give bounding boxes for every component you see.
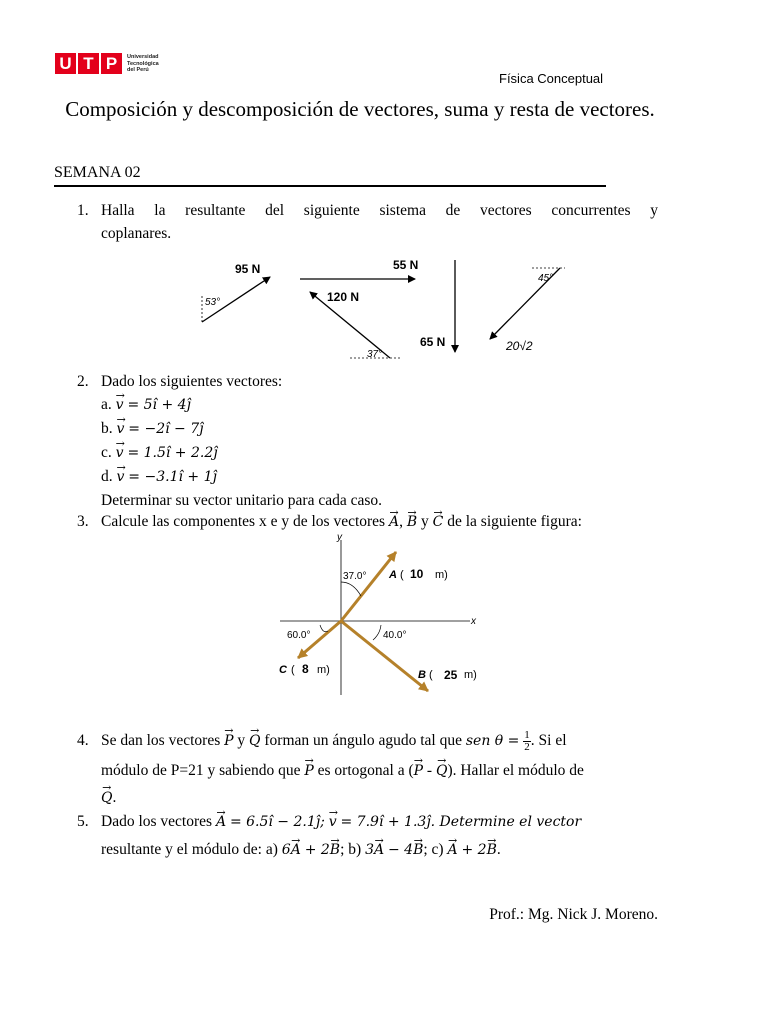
angle-b-arc [373, 625, 381, 640]
vector-system-figure [190, 255, 580, 367]
svg-text:m): m) [435, 569, 448, 581]
vector-a-label: A [389, 569, 397, 581]
vector-120n-angle: 37° [367, 349, 383, 360]
vector-components-figure [265, 530, 495, 698]
question-4-line2: módulo de P=21 y sabiendo que → P es ortogonal a (→ P - → Q). Hallar el módulo de [101, 756, 661, 786]
question-2 [77, 370, 658, 512]
question-2-closing: Determinar su vector unitario para cada caso. [101, 492, 383, 509]
angle-c-arc [320, 625, 328, 632]
title-rule [54, 185, 606, 187]
logo-letter-t: T [78, 53, 99, 74]
vector-20root2-angle: 45° [538, 273, 554, 284]
question-5-line2: resultante y el módulo de: a) 6→ A + 2→ B; b) 3→ A − 4→ B; c) → A + 2→ B. [101, 836, 661, 864]
question-number: 4. [77, 732, 89, 749]
vector-a-magnitude: 10 [410, 567, 424, 581]
vector-a-symbol: → A [389, 511, 399, 534]
vector-b-label: B [418, 669, 426, 681]
vector-c-magnitude: 8 [302, 662, 309, 676]
logo-university-name: Universidad Tecnológica del Perú [127, 54, 159, 73]
svg-text:m): m) [464, 669, 477, 681]
question-1 [77, 199, 658, 245]
vector-120n-label: 120 N [327, 290, 360, 304]
question-5 [77, 808, 661, 864]
question-2-item-d: d. → v = −3.1î + 1ĵ [101, 465, 658, 489]
angle-c-label: 60.0° [287, 630, 311, 641]
vector-55n-label: 55 N [393, 258, 419, 272]
question-number: 3. [77, 513, 89, 530]
question-2-item-b: b. → v = −2î − 7ĵ [101, 417, 658, 441]
course-name: Física Conceptual [499, 71, 604, 86]
vector-a-arrow [341, 552, 396, 621]
fraction-one-half: $\frac{1}{2}$ [524, 728, 530, 753]
week-label: SEMANA 02 [54, 164, 141, 181]
svg-text:(: ( [291, 664, 295, 676]
vector-65n-label: 65 N [420, 335, 446, 349]
logo-letter-u: U [55, 53, 76, 74]
vector-c-symbol: → C [433, 511, 444, 534]
question-4-line3: → Q. [101, 786, 661, 810]
professor-signature: Prof.: Mg. Nick J. Moreno. [489, 906, 658, 923]
question-4 [77, 726, 661, 810]
question-1-line2: coplanares. [101, 225, 172, 242]
y-axis-label: y [337, 532, 342, 543]
question-5-line1: Dado los vectores → A = 6.5î − 2.1ĵ; → v = 7.9î + 1.3ĵ. Determine el vector [101, 808, 661, 836]
question-2-item-a: a. → v = 5î + 4ĵ [101, 393, 658, 417]
question-number: 2. [77, 373, 89, 390]
vector-20root2-label: 20√2 [506, 339, 533, 353]
x-axis-label: x [471, 616, 476, 627]
utp-logo [55, 53, 175, 77]
vector-95n-angle: 53° [205, 297, 221, 308]
page-title: Composición y descomposición de vectores, suma y resta de vectores. [65, 97, 655, 121]
vector-c-label: C [279, 664, 287, 676]
svg-text:(: ( [400, 569, 404, 581]
question-number: 1. [77, 202, 89, 219]
question-1-line1: Halla la resultante del siguiente sistema de vectores concurrentes y [101, 202, 658, 219]
vector-95n-label: 95 N [235, 262, 261, 276]
angle-a-arc [341, 582, 361, 596]
angle-a-label: 37.0° [343, 571, 367, 582]
question-4-line1: Se dan los vectores → P y → Q forman un ángulo agudo tal que sen θ = $\frac{1}{2}$ . Si el [101, 726, 661, 756]
svg-text:m): m) [317, 664, 330, 676]
svg-text:(: ( [429, 669, 433, 681]
question-3: 3. Calcule las componentes x e y de los vectores → A, → B y → C de la siguiente figura: [101, 510, 661, 534]
question-2-item-c: c. → v = 1.5î + 2.2ĵ [101, 441, 658, 465]
vector-b-magnitude: 25 [444, 668, 458, 682]
vector-b-symbol: → B [407, 511, 417, 534]
logo-letter-p: P [101, 53, 122, 74]
angle-b-label: 40.0° [383, 630, 407, 641]
question-number: 5. [77, 813, 89, 830]
question-2-intro: Dado los siguientes vectores: [101, 373, 283, 390]
